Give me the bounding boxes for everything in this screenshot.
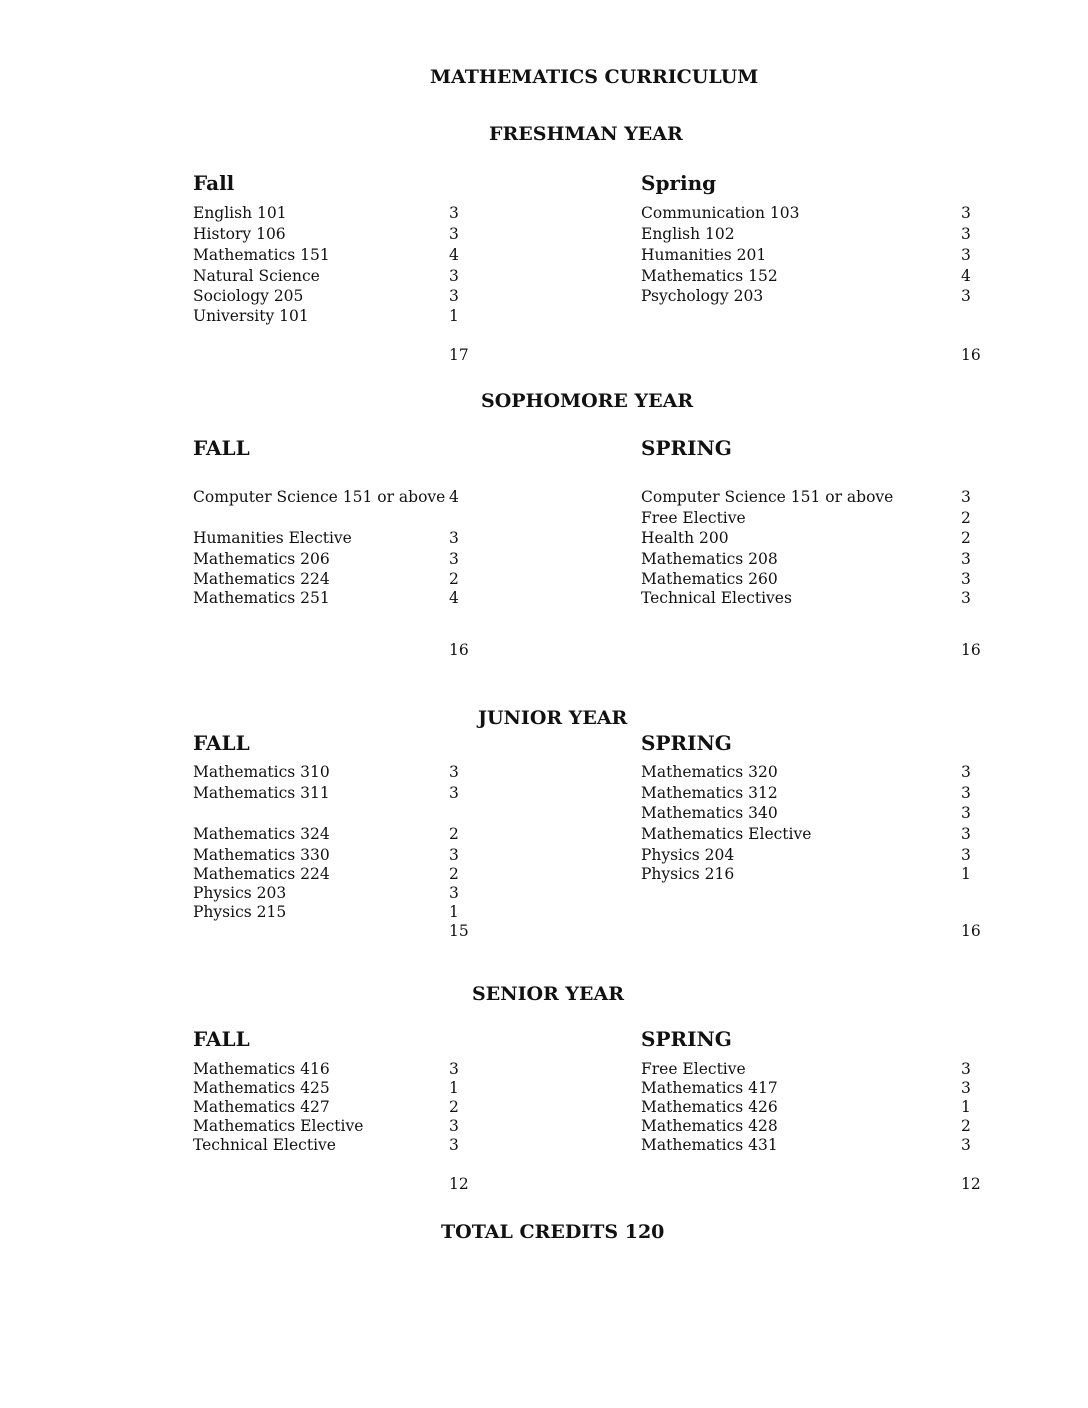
course-credits: 2 — [961, 529, 971, 547]
course-credits: 4 — [961, 267, 971, 285]
course-name: Mathematics 416 — [193, 1060, 330, 1078]
course-credits: 3 — [961, 1079, 971, 1097]
course-credits: 3 — [449, 784, 459, 802]
course-name: Mathematics 152 — [641, 267, 778, 285]
spring-semester-label: SPRING — [641, 1027, 732, 1051]
course-name: Humanities 201 — [641, 246, 767, 264]
course-name: Mathematics 320 — [641, 763, 778, 781]
course-credits: 1 — [449, 1079, 459, 1097]
course-name: Mathematics Elective — [641, 825, 812, 843]
year-heading: FRESHMAN YEAR — [489, 123, 683, 145]
course-name: Mathematics 311 — [193, 784, 330, 802]
course-credits: 2 — [449, 570, 459, 588]
course-credits: 3 — [961, 246, 971, 264]
course-credits: 3 — [449, 763, 459, 781]
course-credits: 3 — [449, 1136, 459, 1154]
course-credits: 2 — [449, 865, 459, 883]
course-credits: 3 — [961, 570, 971, 588]
fall-semester-label: FALL — [193, 1027, 250, 1051]
course-name: Mathematics 310 — [193, 763, 330, 781]
fall-semester-total: 16 — [449, 641, 469, 659]
course-credits: 3 — [961, 488, 971, 506]
course-credits: 3 — [961, 550, 971, 568]
course-name: Mathematics 151 — [193, 246, 330, 264]
fall-semester-label: Fall — [193, 171, 235, 195]
fall-semester-total: 12 — [449, 1175, 469, 1193]
course-name: Psychology 203 — [641, 287, 764, 305]
course-credits: 3 — [961, 287, 971, 305]
course-credits: 3 — [961, 804, 971, 822]
course-credits: 4 — [449, 589, 459, 607]
course-credits: 3 — [961, 846, 971, 864]
course-name: Technical Elective — [193, 1136, 336, 1154]
course-name: Free Elective — [641, 509, 746, 527]
course-name: Mathematics 224 — [193, 865, 330, 883]
course-name: Technical Electives — [641, 589, 792, 607]
page-title: MATHEMATICS CURRICULUM — [430, 66, 759, 88]
spring-semester-total: 12 — [961, 1175, 981, 1193]
spring-semester-label: SPRING — [641, 436, 732, 460]
course-credits: 3 — [961, 225, 971, 243]
course-credits: 3 — [449, 287, 459, 305]
course-name: Mathematics 330 — [193, 846, 330, 864]
spring-semester-label: Spring — [641, 171, 717, 195]
spring-semester-total: 16 — [961, 346, 981, 364]
course-name: Mathematics 427 — [193, 1098, 330, 1116]
course-name: Mathematics Elective — [193, 1117, 364, 1135]
course-name: Physics 216 — [641, 865, 735, 883]
course-name: Mathematics 425 — [193, 1079, 330, 1097]
course-credits: 3 — [449, 204, 459, 222]
course-credits: 3 — [449, 846, 459, 864]
course-name: Mathematics 428 — [641, 1117, 778, 1135]
course-credits: 3 — [961, 763, 971, 781]
course-credits: 4 — [449, 246, 459, 264]
course-name: Communication 103 — [641, 204, 800, 222]
course-name: University 101 — [193, 307, 309, 325]
course-name: Physics 215 — [193, 903, 287, 921]
course-name: Mathematics 251 — [193, 589, 330, 607]
course-credits: 3 — [961, 825, 971, 843]
course-credits: 3 — [961, 1060, 971, 1078]
year-heading: SENIOR YEAR — [472, 983, 624, 1005]
fall-semester-label: FALL — [193, 731, 250, 755]
course-name: Mathematics 417 — [641, 1079, 778, 1097]
course-credits: 2 — [449, 1098, 459, 1116]
course-credits: 1 — [449, 903, 459, 921]
course-name: Mathematics 312 — [641, 784, 778, 802]
course-name: Mathematics 208 — [641, 550, 778, 568]
fall-semester-total: 15 — [449, 922, 469, 940]
course-name: Mathematics 426 — [641, 1098, 778, 1116]
course-credits: 3 — [961, 784, 971, 802]
course-name: Sociology 205 — [193, 287, 304, 305]
year-heading: JUNIOR YEAR — [478, 707, 628, 729]
course-name: Physics 204 — [641, 846, 735, 864]
course-name: Mathematics 260 — [641, 570, 778, 588]
fall-semester-total: 17 — [449, 346, 469, 364]
course-credits: 1 — [961, 1098, 971, 1116]
course-name: Mathematics 324 — [193, 825, 330, 843]
course-name: Health 200 — [641, 529, 729, 547]
course-credits: 3 — [961, 204, 971, 222]
course-name: Natural Science — [193, 267, 320, 285]
course-credits: 3 — [961, 589, 971, 607]
course-credits: 3 — [449, 550, 459, 568]
course-name: Mathematics 340 — [641, 804, 778, 822]
course-name: Physics 203 — [193, 884, 287, 902]
total-credits: TOTAL CREDITS 120 — [441, 1221, 665, 1243]
course-name: Mathematics 431 — [641, 1136, 778, 1154]
course-credits: 1 — [961, 865, 971, 883]
course-name: English 101 — [193, 204, 287, 222]
course-credits: 1 — [449, 307, 459, 325]
spring-semester-total: 16 — [961, 641, 981, 659]
course-credits: 3 — [449, 225, 459, 243]
course-name: History 106 — [193, 225, 286, 243]
course-name: Free Elective — [641, 1060, 746, 1078]
course-name: Humanities Elective — [193, 529, 352, 547]
course-credits: 4 — [449, 488, 459, 506]
spring-semester-total: 16 — [961, 922, 981, 940]
course-name: Mathematics 206 — [193, 550, 330, 568]
course-name: English 102 — [641, 225, 735, 243]
course-name: Mathematics 224 — [193, 570, 330, 588]
course-credits: 3 — [449, 1060, 459, 1078]
course-credits: 3 — [961, 1136, 971, 1154]
course-name: Computer Science 151 or above — [193, 488, 446, 506]
course-credits: 2 — [961, 509, 971, 527]
course-credits: 2 — [961, 1117, 971, 1135]
spring-semester-label: SPRING — [641, 731, 732, 755]
course-credits: 3 — [449, 267, 459, 285]
course-name: Computer Science 151 or above — [641, 488, 894, 506]
course-credits: 3 — [449, 884, 459, 902]
fall-semester-label: FALL — [193, 436, 250, 460]
course-credits: 2 — [449, 825, 459, 843]
year-heading: SOPHOMORE YEAR — [481, 390, 694, 412]
course-credits: 3 — [449, 529, 459, 547]
course-credits: 3 — [449, 1117, 459, 1135]
